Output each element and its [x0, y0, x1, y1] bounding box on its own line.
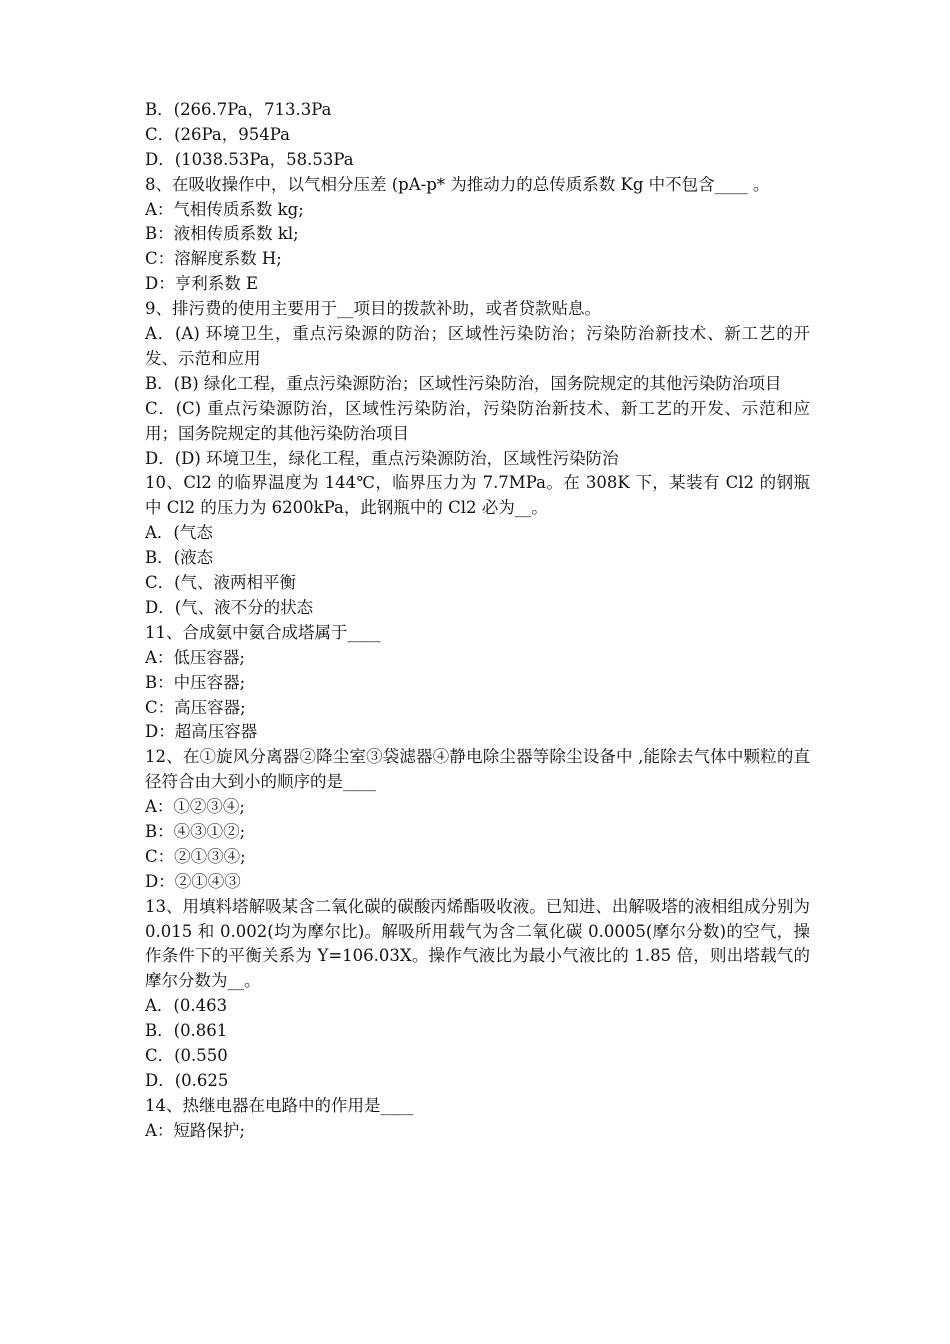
- text-line: A．(气态: [145, 523, 213, 543]
- text-line: C：高压容器;: [145, 697, 246, 717]
- text-line: D．(气、液不分的状态: [145, 597, 314, 617]
- text-line: B：④③①②;: [145, 821, 246, 841]
- text-paragraph: 10、Cl2 的临界温度为 144℃，临界压力为 7.7MPa。在 308K 下，某装有 Cl2 的钢瓶中 Cl2 的压力为 6200kPa，此钢瓶中的 Cl2 必为__。: [145, 473, 810, 518]
- text-line: 11、合成氨中氨合成塔属于____: [145, 622, 381, 642]
- text-paragraph: C．(C) 重点污染源防治，区域性污染防治，污染防治新技术、新工艺的开发、示范和应用；国务院规定的其他污染防治项目: [145, 398, 810, 443]
- text-paragraph: 12、在①旋风分离器②降尘室③袋滤器④静电除尘器等除尘设备中 ,能除去气体中颗粒的直径符合由大到小的顺序的是____: [145, 747, 810, 792]
- text-line: A．(0.463: [145, 996, 228, 1016]
- text-line: C．(气、液两相平衡: [145, 573, 297, 593]
- text-line: 9、排污费的使用主要用于__项目的拨款补助，或者贷款贴息。: [145, 299, 601, 319]
- text-line: D．(D) 环境卫生，绿化工程，重点污染源防治，区域性污染防治: [145, 448, 619, 468]
- text-line: D：②①④③: [145, 871, 241, 891]
- text-line: A：短路保护;: [145, 1120, 245, 1140]
- text-line: B：中压容器;: [145, 672, 246, 692]
- text-line: C．(26Pa，954Pa: [145, 124, 290, 144]
- text-line: D：超高压容器: [145, 722, 258, 742]
- text-line: C：溶解度系数 H;: [145, 249, 282, 269]
- text-line: B．(0.861: [145, 1021, 228, 1041]
- text-paragraph: 8、在吸收操作中，以气相分压差 (pA-p* 为推动力的总传质系数 Kg 中不包含____ 。: [145, 174, 770, 194]
- document-page: [145, 98, 810, 1144]
- text-line: A：气相传质系数 kg;: [145, 199, 304, 219]
- text-line: A：①②③④;: [145, 797, 245, 817]
- text-paragraph: B．(B) 绿化工程，重点污染源防治；区域性污染防治，国务院规定的其他污染防治项目: [145, 373, 782, 393]
- text-line: C．(0.550: [145, 1046, 228, 1066]
- text-paragraph: A．(A) 环境卫生，重点污染源的防治；区域性污染防治；污染防治新技术、新工艺的开发、示范和应用: [145, 324, 810, 368]
- text-line: C：②①③④;: [145, 846, 246, 866]
- text-line: D．(0.625: [145, 1070, 229, 1090]
- text-line: 14、热继电器在电路中的作用是____: [145, 1095, 414, 1115]
- text-line: A：低压容器;: [145, 647, 245, 667]
- text-line: D．(1038.53Pa，58.53Pa: [145, 149, 354, 169]
- text-paragraph: 13、用填料塔解吸某含二氧化碳的碳酸丙烯酯吸收液。已知进、出解吸塔的液相组成分别为 0.015 和 0.002(均为摩尔比)。解吸所用载气为含二氧化碳 0.0005(摩尔分数)的空气，操作条件下的平衡关系为 Y=106.03X。操作气液比为最小气液比的 1.85 倍，则出塔载气的摩尔分数为__。: [145, 896, 810, 991]
- text-line: B．(液态: [145, 548, 214, 568]
- text-line: D：亨利系数 E: [145, 274, 259, 294]
- text-line: B：液相传质系数 kl;: [145, 224, 299, 244]
- text-line: B．(266.7Pa，713.3Pa: [145, 100, 332, 119]
